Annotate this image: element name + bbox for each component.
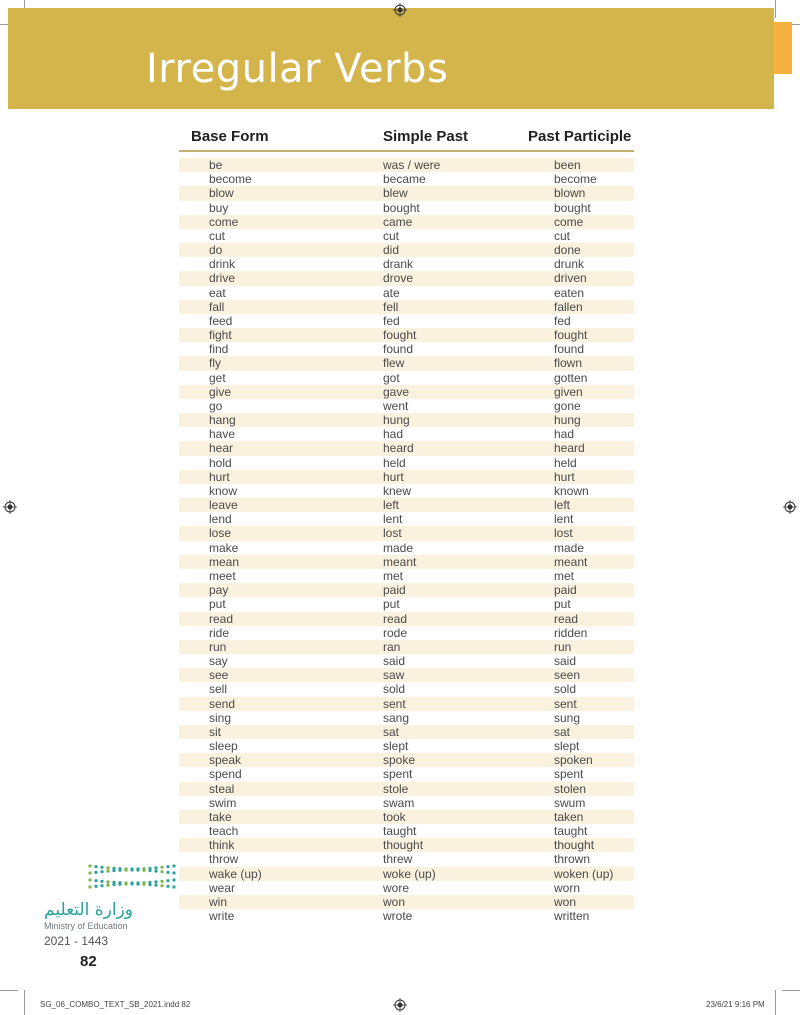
past-participle-cell: run [554, 639, 572, 654]
base-form-cell: know [209, 483, 238, 498]
past-participle-cell: come [554, 214, 584, 229]
simple-past-cell: lent [383, 512, 403, 527]
past-participle-cell: thought [554, 838, 595, 853]
table-row [179, 583, 634, 597]
simple-past-cell: went [383, 398, 409, 413]
base-form-cell: throw [209, 852, 239, 867]
past-participle-cell: spoken [554, 753, 593, 768]
base-form-cell: speak [209, 753, 242, 768]
ministry-name-arabic: وزارة التعليم [44, 900, 133, 920]
base-form-cell: teach [209, 824, 239, 839]
past-participle-cell: known [554, 483, 589, 498]
base-form-cell: sing [209, 710, 232, 725]
table-row [179, 484, 634, 498]
base-form-cell: fight [209, 328, 232, 343]
simple-past-cell: slept [383, 739, 409, 754]
past-participle-cell: fed [554, 313, 571, 328]
base-form-cell: lend [209, 512, 232, 527]
past-participle-cell: paid [554, 583, 577, 598]
table-row [179, 824, 634, 838]
simple-past-cell: wrote [383, 909, 413, 924]
base-form-cell: be [209, 158, 223, 172]
past-participle-cell: lent [554, 512, 574, 527]
base-form-cell: eat [209, 285, 226, 300]
simple-past-cell: was / were [383, 158, 441, 172]
past-participle-cell: taken [554, 809, 584, 824]
table-row [179, 498, 634, 512]
past-participle-cell: held [554, 455, 577, 470]
table-header [0, 128, 800, 148]
verb-table [179, 158, 634, 923]
simple-past-cell: stole [383, 781, 409, 796]
table-row [179, 767, 634, 781]
base-form-cell: do [209, 243, 223, 258]
base-form-cell: have [209, 427, 236, 442]
table-row [179, 229, 634, 243]
table-row [179, 810, 634, 824]
base-form-cell: win [209, 894, 228, 909]
base-form-cell: drink [209, 257, 236, 272]
base-form-cell: take [209, 809, 232, 824]
past-participle-cell: sent [554, 696, 577, 711]
table-row [179, 753, 634, 767]
base-form-cell: get [209, 370, 226, 385]
simple-past-cell: got [383, 370, 400, 385]
past-participle-cell: heard [554, 441, 585, 456]
past-participle-cell: given [554, 384, 583, 399]
base-form-cell: ride [209, 625, 230, 640]
base-form-cell: cut [209, 228, 226, 243]
simple-past-cell: woke (up) [383, 866, 436, 881]
table-row [179, 186, 634, 200]
simple-past-cell: hung [383, 413, 410, 428]
crop-mark [0, 990, 18, 991]
ministry-name-english: Ministry of Education [44, 921, 128, 931]
past-participle-cell: put [554, 597, 571, 612]
past-participle-cell: fought [554, 328, 588, 343]
table-row [179, 201, 634, 215]
simple-past-cell: spoke [383, 753, 416, 768]
simple-past-cell: saw [383, 668, 405, 683]
simple-past-cell: drank [383, 257, 414, 272]
section-tab [774, 22, 792, 74]
base-form-cell: write [209, 909, 235, 924]
past-participle-cell: driven [554, 271, 587, 286]
simple-past-cell: meant [383, 554, 417, 569]
past-participle-cell: slept [554, 739, 580, 754]
table-row [179, 725, 634, 739]
past-participle-cell: thrown [554, 852, 591, 867]
past-participle-cell: swum [554, 795, 586, 810]
base-form-cell: send [209, 696, 236, 711]
simple-past-cell: wore [383, 880, 410, 895]
past-participle-cell: made [554, 540, 585, 555]
base-form-cell: read [209, 611, 234, 626]
past-participle-cell: eaten [554, 285, 585, 300]
past-participle-cell: sung [554, 710, 581, 725]
table-row [179, 541, 634, 555]
past-participle-cell: read [554, 611, 579, 626]
base-form-cell: swim [209, 795, 237, 810]
base-form-cell: fly [209, 356, 221, 371]
simple-past-cell: left [383, 498, 400, 513]
table-row [179, 739, 634, 753]
table-row [179, 612, 634, 626]
table-row [179, 413, 634, 427]
base-form-cell: sleep [209, 739, 238, 754]
base-form-cell: say [209, 654, 228, 669]
table-row [179, 512, 634, 526]
table-row [179, 867, 634, 881]
base-form-cell: hold [209, 455, 232, 470]
simple-past-cell: made [383, 540, 414, 555]
base-form-cell: meet [209, 568, 236, 583]
table-row [179, 697, 634, 711]
column-header-simple-past: Simple Past [383, 128, 469, 145]
simple-past-cell: drove [383, 271, 414, 286]
simple-past-cell: sat [383, 724, 400, 739]
simple-past-cell: bought [383, 200, 420, 215]
simple-past-cell: took [383, 809, 406, 824]
simple-past-cell: did [383, 243, 400, 258]
base-form-cell: sell [209, 682, 228, 697]
table-row [179, 470, 634, 484]
simple-past-cell: put [383, 597, 400, 612]
table-row [179, 895, 634, 909]
base-form-cell: buy [209, 200, 229, 215]
simple-past-cell: threw [383, 852, 413, 867]
simple-past-cell: blew [383, 186, 408, 201]
base-form-cell: find [209, 342, 229, 357]
column-header-past-participle: Past Participle [528, 128, 632, 145]
crop-mark [775, 990, 776, 1015]
base-form-cell: pay [209, 583, 229, 598]
registration-mark-icon [3, 500, 17, 514]
table-row [179, 555, 634, 569]
simple-past-cell: held [383, 455, 406, 470]
table-row [179, 782, 634, 796]
simple-past-cell: cut [383, 228, 400, 243]
table-row [179, 271, 634, 285]
table-row [179, 852, 634, 866]
base-form-cell: put [209, 597, 226, 612]
table-row [179, 257, 634, 271]
table-row [179, 286, 634, 300]
past-participle-cell: cut [554, 228, 571, 243]
simple-past-cell: flew [383, 356, 405, 371]
past-participle-cell: sold [554, 682, 577, 697]
base-form-cell: spend [209, 767, 242, 782]
base-form-cell: hear [209, 441, 234, 456]
past-participle-cell: written [554, 909, 590, 924]
registration-mark-icon [783, 500, 797, 514]
base-form-cell: leave [209, 498, 238, 513]
past-participle-cell: done [554, 243, 581, 258]
table-row [179, 314, 634, 328]
simple-past-cell: came [383, 214, 413, 229]
past-participle-cell: become [554, 172, 597, 187]
page-number: 82 [80, 953, 97, 970]
table-row [179, 399, 634, 413]
simple-past-cell: paid [383, 583, 406, 598]
print-file-name: SG_06_COMBO_TEXT_SB_2021.indd 82 [40, 1000, 191, 1009]
past-participle-cell: ridden [554, 625, 588, 640]
past-participle-cell: gone [554, 398, 581, 413]
print-timestamp: 23/6/21 9:16 PM [706, 1000, 765, 1009]
simple-past-cell: heard [383, 441, 414, 456]
simple-past-cell: swam [383, 795, 415, 810]
table-row [179, 711, 634, 725]
past-participle-cell: sat [554, 724, 571, 739]
simple-past-cell: spent [383, 767, 413, 782]
simple-past-cell: won [383, 894, 406, 909]
past-participle-cell: been [554, 158, 581, 172]
simple-past-cell: hurt [383, 469, 404, 484]
table-row [179, 796, 634, 810]
table-row [179, 356, 634, 370]
crop-mark [24, 990, 25, 1015]
simple-past-cell: sang [383, 710, 410, 725]
simple-past-cell: thought [383, 838, 424, 853]
table-row [179, 371, 634, 385]
past-participle-cell: stolen [554, 781, 587, 796]
base-form-cell: go [209, 398, 223, 413]
simple-past-cell: said [383, 654, 406, 669]
base-form-cell: mean [209, 554, 240, 569]
base-form-cell: think [209, 838, 235, 853]
table-row [179, 427, 634, 441]
table-row [179, 342, 634, 356]
past-participle-cell: meant [554, 554, 588, 569]
past-participle-cell: fallen [554, 299, 583, 314]
simple-past-cell: knew [383, 483, 412, 498]
table-row [179, 526, 634, 540]
past-participle-cell: said [554, 654, 577, 669]
table-row [179, 158, 634, 172]
page-title: Irregular Verbs [146, 46, 449, 92]
table-row [179, 881, 634, 895]
simple-past-cell: sold [383, 682, 406, 697]
base-form-cell: give [209, 384, 232, 399]
header-divider [179, 150, 634, 152]
simple-past-cell: became [383, 172, 426, 187]
table-row [179, 597, 634, 611]
simple-past-cell: fought [383, 328, 417, 343]
base-form-cell: blow [209, 186, 234, 201]
table-row [179, 668, 634, 682]
table-row [179, 300, 634, 314]
past-participle-cell: taught [554, 824, 588, 839]
table-row [179, 626, 634, 640]
base-form-cell: fall [209, 299, 225, 314]
registration-mark-icon [393, 3, 407, 17]
past-participle-cell: seen [554, 668, 581, 683]
simple-past-cell: sent [383, 696, 406, 711]
base-form-cell: run [209, 639, 227, 654]
base-form-cell: drive [209, 271, 236, 286]
simple-past-cell: ate [383, 285, 400, 300]
simple-past-cell: rode [383, 625, 408, 640]
past-participle-cell: flown [554, 356, 583, 371]
simple-past-cell: found [383, 342, 414, 357]
base-form-cell: make [209, 540, 239, 555]
past-participle-cell: woken (up) [554, 866, 614, 881]
table-row [179, 640, 634, 654]
past-participle-cell: had [554, 427, 575, 442]
base-form-cell: lose [209, 526, 232, 541]
table-row [179, 838, 634, 852]
simple-past-cell: taught [383, 824, 417, 839]
simple-past-cell: fell [383, 299, 399, 314]
table-row [179, 682, 634, 696]
base-form-cell: hurt [209, 469, 230, 484]
base-form-cell: hang [209, 413, 236, 428]
past-participle-cell: hung [554, 413, 581, 428]
table-row [179, 328, 634, 342]
base-form-cell: wear [209, 880, 236, 895]
past-participle-cell: hurt [554, 469, 575, 484]
base-form-cell: see [209, 668, 229, 683]
academic-year: 2021 - 1443 [44, 934, 109, 948]
simple-past-cell: lost [383, 526, 402, 541]
past-participle-cell: gotten [554, 370, 588, 385]
simple-past-cell: read [383, 611, 408, 626]
base-form-cell: sit [209, 724, 221, 739]
simple-past-cell: ran [383, 639, 401, 654]
past-participle-cell: won [554, 894, 577, 909]
base-form-cell: come [209, 214, 239, 229]
registration-mark-icon [393, 998, 407, 1012]
table-row [179, 172, 634, 186]
table-row [179, 243, 634, 257]
base-form-cell: steal [209, 781, 235, 796]
table-row [179, 909, 634, 923]
ministry-logo-icon [86, 860, 181, 896]
table-row [179, 215, 634, 229]
crop-mark [775, 0, 776, 18]
past-participle-cell: worn [554, 880, 581, 895]
table-row [179, 654, 634, 668]
past-participle-cell: left [554, 498, 571, 513]
past-participle-cell: spent [554, 767, 584, 782]
table-row [179, 385, 634, 399]
base-form-cell: feed [209, 313, 233, 328]
base-form-cell: wake (up) [209, 866, 262, 881]
past-participle-cell: drunk [554, 257, 585, 272]
past-participle-cell: found [554, 342, 585, 357]
simple-past-cell: had [383, 427, 404, 442]
past-participle-cell: lost [554, 526, 573, 541]
table-row [179, 456, 634, 470]
simple-past-cell: fed [383, 313, 400, 328]
table-row [179, 441, 634, 455]
base-form-cell: become [209, 172, 252, 187]
table-row [179, 569, 634, 583]
past-participle-cell: bought [554, 200, 591, 215]
crop-mark [782, 990, 800, 991]
past-participle-cell: met [554, 568, 575, 583]
simple-past-cell: gave [383, 384, 410, 399]
past-participle-cell: blown [554, 186, 586, 201]
simple-past-cell: met [383, 568, 404, 583]
column-header-base-form: Base Form [191, 128, 269, 145]
